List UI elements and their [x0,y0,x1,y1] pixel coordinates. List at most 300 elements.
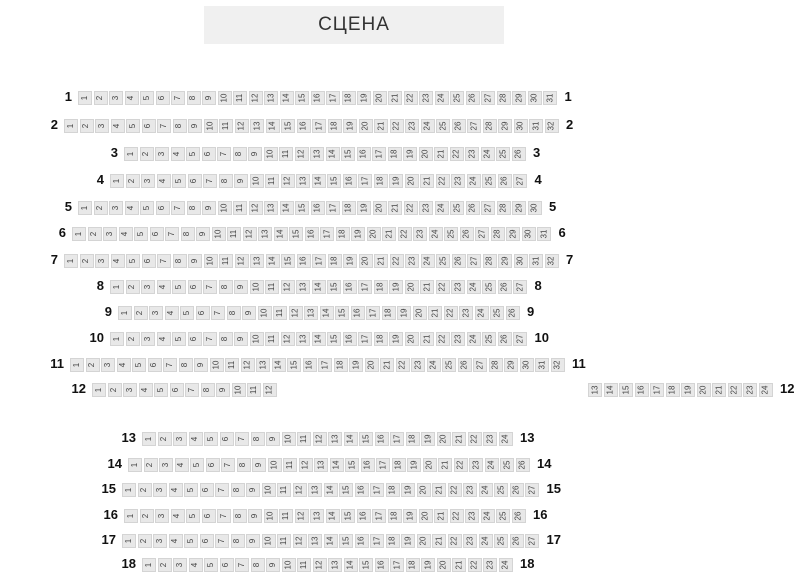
seat[interactable] [272,358,286,372]
seat[interactable] [189,558,203,572]
seat[interactable] [359,558,373,572]
seat[interactable] [436,119,450,133]
seat[interactable] [514,119,528,133]
seat[interactable] [181,227,195,241]
seat[interactable] [313,432,327,446]
seat[interactable] [388,91,402,105]
seat[interactable] [386,534,400,548]
seat[interactable] [117,358,131,372]
seat[interactable] [361,458,375,472]
seat[interactable] [712,383,726,397]
seat[interactable] [150,227,164,241]
seat[interactable] [312,119,326,133]
seat[interactable] [126,254,140,268]
seat[interactable] [295,201,309,215]
seat[interactable] [185,383,199,397]
seat[interactable] [358,332,372,346]
seat[interactable] [266,432,280,446]
seat[interactable] [327,280,341,294]
seat[interactable] [158,558,172,572]
seat[interactable] [142,119,156,133]
seat[interactable] [158,432,172,446]
seat[interactable] [188,254,202,268]
seat[interactable] [140,147,154,161]
seat[interactable] [111,254,125,268]
seat[interactable] [221,458,235,472]
seat[interactable] [529,119,543,133]
seat[interactable] [128,458,142,472]
seat[interactable] [467,254,481,268]
seat[interactable] [279,509,293,523]
seat[interactable] [202,147,216,161]
seat[interactable] [496,147,510,161]
seat[interactable] [262,534,276,548]
seat[interactable] [498,332,512,346]
seat[interactable] [467,280,481,294]
seat[interactable] [421,432,435,446]
seat[interactable] [343,332,357,346]
seat[interactable] [202,91,216,105]
seat[interactable] [454,458,468,472]
seat[interactable] [282,432,296,446]
seat[interactable] [405,332,419,346]
seat[interactable] [681,383,695,397]
seat[interactable] [172,174,186,188]
seat[interactable] [296,174,310,188]
seat[interactable] [513,174,527,188]
seat[interactable] [219,280,233,294]
seat[interactable] [482,280,496,294]
seat[interactable] [450,91,464,105]
seat[interactable] [108,383,122,397]
seat[interactable] [497,91,511,105]
seat[interactable] [482,332,496,346]
seat[interactable] [650,383,664,397]
seat[interactable] [328,254,342,268]
seat[interactable] [157,332,171,346]
seat[interactable] [355,534,369,548]
seat[interactable] [217,509,231,523]
seat[interactable] [279,147,293,161]
seat[interactable] [247,383,261,397]
seat[interactable] [246,483,260,497]
seat[interactable] [345,458,359,472]
seat[interactable] [175,458,189,472]
seat[interactable] [163,358,177,372]
seat[interactable] [248,509,262,523]
seat[interactable] [157,119,171,133]
seat[interactable] [467,119,481,133]
seat[interactable] [545,254,559,268]
seat[interactable] [118,306,132,320]
seat[interactable] [126,174,140,188]
seat[interactable] [438,458,452,472]
seat[interactable] [194,358,208,372]
seat[interactable] [452,254,466,268]
seat[interactable] [252,458,266,472]
seat[interactable] [277,534,291,548]
seat[interactable] [490,306,504,320]
seat[interactable] [171,509,185,523]
seat[interactable] [153,483,167,497]
seat[interactable] [413,306,427,320]
seat[interactable] [404,201,418,215]
seat[interactable] [434,509,448,523]
seat[interactable] [312,332,326,346]
seat[interactable] [366,306,380,320]
seat[interactable] [173,119,187,133]
seat[interactable] [483,558,497,572]
seat[interactable] [497,201,511,215]
seat[interactable] [543,91,557,105]
seat[interactable] [196,227,210,241]
seat[interactable] [406,558,420,572]
seat[interactable] [545,119,559,133]
seat[interactable] [389,174,403,188]
seat[interactable] [382,227,396,241]
seat[interactable] [149,306,163,320]
seat[interactable] [157,280,171,294]
seat[interactable] [256,358,270,372]
seat[interactable] [281,254,295,268]
seat[interactable] [420,174,434,188]
seat[interactable] [344,432,358,446]
seat[interactable] [153,534,167,548]
seat[interactable] [126,280,140,294]
seat[interactable] [513,332,527,346]
seat[interactable] [436,280,450,294]
seat[interactable] [494,534,508,548]
seat[interactable] [405,119,419,133]
seat[interactable] [220,432,234,446]
seat[interactable] [233,509,247,523]
seat[interactable] [417,483,431,497]
seat[interactable] [504,358,518,372]
seat[interactable] [485,458,499,472]
seat[interactable] [551,358,565,372]
seat[interactable] [324,534,338,548]
seat[interactable] [227,227,241,241]
seat[interactable] [406,432,420,446]
seat[interactable] [295,147,309,161]
seat[interactable] [241,358,255,372]
seat[interactable] [204,254,218,268]
seat[interactable] [111,119,125,133]
seat[interactable] [250,174,264,188]
seat[interactable] [334,358,348,372]
seat[interactable] [215,534,229,548]
seat[interactable] [452,119,466,133]
seat[interactable] [357,509,371,523]
seat[interactable] [188,119,202,133]
seat[interactable] [311,201,325,215]
seat[interactable] [520,358,534,372]
seat[interactable] [318,358,332,372]
seat[interactable] [295,91,309,105]
seat[interactable] [450,509,464,523]
seat[interactable] [357,201,371,215]
seat[interactable] [357,147,371,161]
seat[interactable] [265,280,279,294]
seat[interactable] [357,91,371,105]
seat[interactable] [78,91,92,105]
seat[interactable] [101,358,115,372]
seat[interactable] [339,534,353,548]
seat[interactable] [219,332,233,346]
seat[interactable] [86,358,100,372]
seat[interactable] [266,254,280,268]
seat[interactable] [139,383,153,397]
seat[interactable] [297,119,311,133]
seat[interactable] [489,358,503,372]
seat[interactable] [341,147,355,161]
seat[interactable] [405,174,419,188]
seat[interactable] [359,254,373,268]
seat[interactable] [466,91,480,105]
seat[interactable] [312,174,326,188]
seat[interactable] [463,534,477,548]
seat[interactable] [249,201,263,215]
seat[interactable] [204,558,218,572]
seat[interactable] [450,201,464,215]
seat[interactable] [499,432,513,446]
seat[interactable] [450,147,464,161]
seat[interactable] [376,458,390,472]
seat[interactable] [196,306,210,320]
seat[interactable] [467,174,481,188]
seat[interactable] [184,483,198,497]
seat[interactable] [299,458,313,472]
seat[interactable] [124,147,138,161]
seat[interactable] [211,306,225,320]
seat[interactable] [170,383,184,397]
seat[interactable] [92,383,106,397]
seat[interactable] [429,227,443,241]
seat[interactable] [327,332,341,346]
seat[interactable] [155,147,169,161]
seat[interactable] [289,306,303,320]
seat[interactable] [274,227,288,241]
seat[interactable] [243,227,257,241]
seat[interactable] [110,174,124,188]
seat[interactable] [525,483,539,497]
seat[interactable] [103,227,117,241]
seat[interactable] [148,358,162,372]
seat[interactable] [436,254,450,268]
seat[interactable] [94,201,108,215]
seat[interactable] [217,147,231,161]
seat[interactable] [448,483,462,497]
seat[interactable] [251,432,265,446]
seat[interactable] [266,558,280,572]
seat[interactable] [125,91,139,105]
seat[interactable] [759,383,773,397]
seat[interactable] [343,254,357,268]
seat[interactable] [420,280,434,294]
seat[interactable] [374,254,388,268]
seat[interactable] [401,483,415,497]
seat[interactable] [110,280,124,294]
seat[interactable] [281,174,295,188]
seat[interactable] [172,280,186,294]
seat[interactable] [295,509,309,523]
seat[interactable] [212,227,226,241]
seat[interactable] [498,280,512,294]
seat[interactable] [296,332,310,346]
seat[interactable] [374,332,388,346]
seat[interactable] [234,280,248,294]
seat[interactable] [343,119,357,133]
seat[interactable] [119,227,133,241]
seat[interactable] [506,227,520,241]
seat[interactable] [500,458,514,472]
seat[interactable] [154,383,168,397]
seat[interactable] [510,483,524,497]
seat[interactable] [235,119,249,133]
seat[interactable] [250,254,264,268]
seat[interactable] [448,534,462,548]
seat[interactable] [467,332,481,346]
seat[interactable] [186,147,200,161]
seat[interactable] [419,91,433,105]
seat[interactable] [235,254,249,268]
seat[interactable] [310,147,324,161]
seat[interactable] [498,254,512,268]
seat[interactable] [499,558,513,572]
seat[interactable] [498,119,512,133]
seat[interactable] [469,458,483,472]
seat[interactable] [326,147,340,161]
seat[interactable] [141,174,155,188]
seat[interactable] [335,306,349,320]
seat[interactable] [144,458,158,472]
seat[interactable] [201,383,215,397]
seat[interactable] [405,254,419,268]
seat[interactable] [142,432,156,446]
seat[interactable] [125,201,139,215]
seat[interactable] [287,358,301,372]
seat[interactable] [459,306,473,320]
seat[interactable] [326,91,340,105]
seat[interactable] [280,91,294,105]
seat[interactable] [190,458,204,472]
seat[interactable] [370,534,384,548]
seat[interactable] [250,280,264,294]
seat[interactable] [444,227,458,241]
seat[interactable] [218,201,232,215]
seat[interactable] [479,483,493,497]
seat[interactable] [72,227,86,241]
seat[interactable] [157,254,171,268]
seat[interactable] [242,306,256,320]
seat[interactable] [264,147,278,161]
seat[interactable] [280,201,294,215]
seat[interactable] [475,306,489,320]
seat[interactable] [313,558,327,572]
seat[interactable] [432,534,446,548]
seat[interactable] [619,383,633,397]
seat[interactable] [388,147,402,161]
seat[interactable] [171,147,185,161]
seat[interactable] [231,483,245,497]
seat[interactable] [382,306,396,320]
seat[interactable] [510,534,524,548]
seat[interactable] [262,483,276,497]
seat[interactable] [88,227,102,241]
seat[interactable] [336,227,350,241]
seat[interactable] [481,509,495,523]
seat[interactable] [264,509,278,523]
seat[interactable] [263,383,277,397]
seat[interactable] [404,91,418,105]
seat[interactable] [375,558,389,572]
seat[interactable] [512,147,526,161]
seat[interactable] [367,227,381,241]
seat[interactable] [110,332,124,346]
seat[interactable] [343,174,357,188]
seat[interactable] [70,358,84,372]
seat[interactable] [528,91,542,105]
seat[interactable] [535,358,549,372]
seat[interactable] [308,483,322,497]
seat[interactable] [305,227,319,241]
seat[interactable] [512,509,526,523]
seat[interactable] [246,534,260,548]
seat[interactable] [202,509,216,523]
seat[interactable] [398,227,412,241]
seat[interactable] [188,332,202,346]
seat[interactable] [444,306,458,320]
seat[interactable] [64,254,78,268]
seat[interactable] [494,483,508,497]
seat[interactable] [375,432,389,446]
seat[interactable] [506,306,520,320]
seat[interactable] [451,280,465,294]
seat[interactable] [365,358,379,372]
seat[interactable] [423,458,437,472]
seat[interactable] [220,558,234,572]
seat[interactable] [140,509,154,523]
seat[interactable] [434,147,448,161]
seat[interactable] [358,174,372,188]
seat[interactable] [588,383,602,397]
seat[interactable] [234,332,248,346]
seat[interactable] [512,201,526,215]
seat[interactable] [206,458,220,472]
seat[interactable] [200,483,214,497]
seat[interactable] [421,558,435,572]
seat[interactable] [187,91,201,105]
seat[interactable] [235,432,249,446]
seat[interactable] [312,254,326,268]
seat[interactable] [293,534,307,548]
seat[interactable] [109,201,123,215]
seat[interactable] [460,227,474,241]
seat[interactable] [403,147,417,161]
seat[interactable] [437,558,451,572]
seat[interactable] [420,332,434,346]
seat[interactable] [386,483,400,497]
seat[interactable] [215,483,229,497]
seat[interactable] [339,483,353,497]
seat[interactable] [126,332,140,346]
seat[interactable] [513,280,527,294]
seat[interactable] [341,509,355,523]
seat[interactable] [451,332,465,346]
seat[interactable] [413,227,427,241]
seat[interactable] [296,280,310,294]
seat[interactable] [124,509,138,523]
